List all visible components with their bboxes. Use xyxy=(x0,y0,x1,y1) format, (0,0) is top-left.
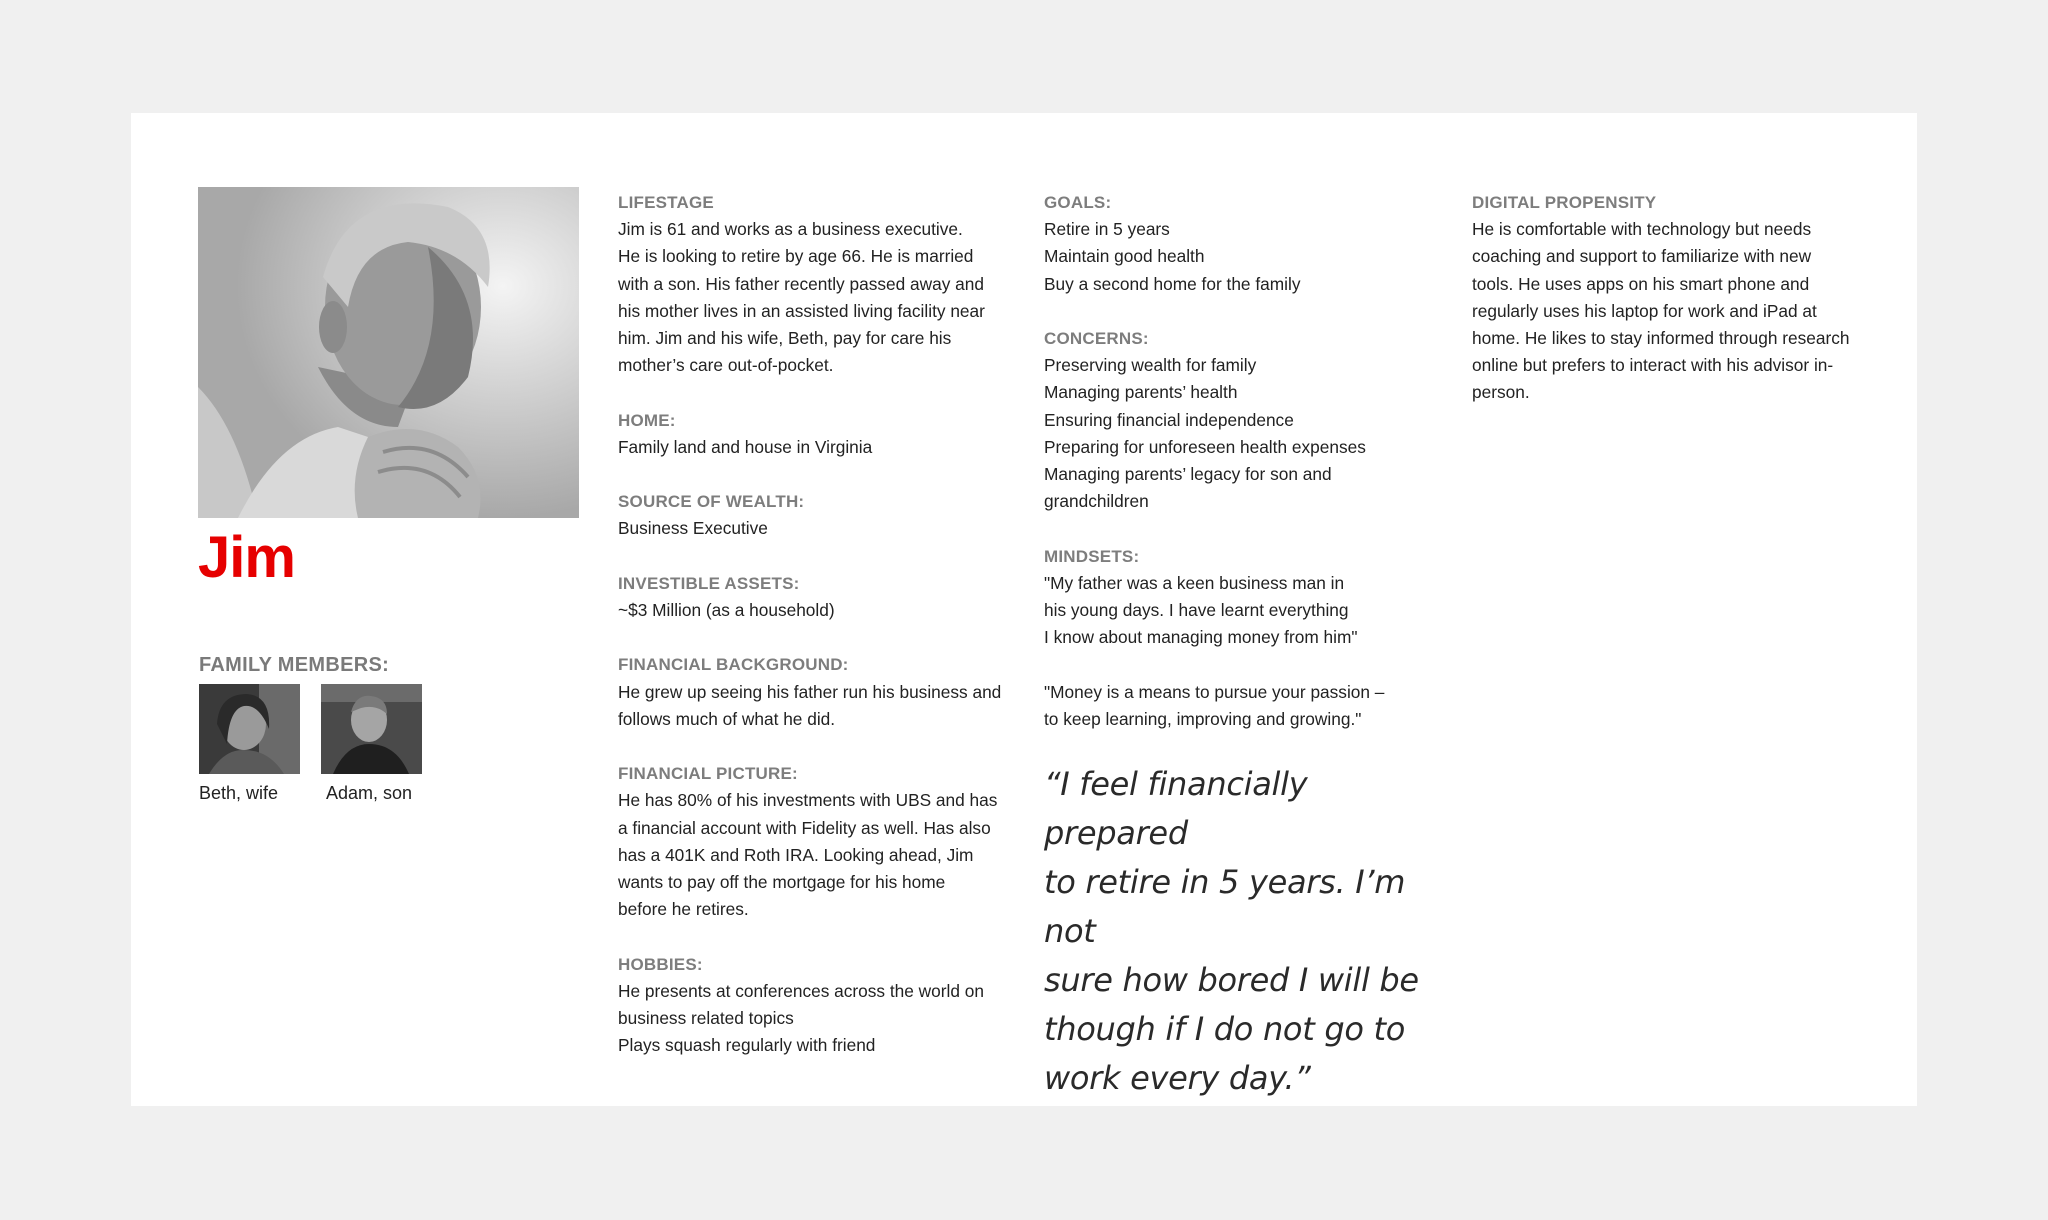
section-line: him. Jim and his wife, Beth, pay for care his xyxy=(618,328,952,349)
section-line: business related topics xyxy=(618,1008,794,1028)
section-line: "Money is a means to pursue your passion – xyxy=(1044,681,1385,702)
lifestage-section xyxy=(618,189,1028,379)
quote-line: though if I do not go to xyxy=(1044,1010,1406,1049)
portrait-photo xyxy=(198,187,579,518)
section-line: Managing parents’ legacy for son and xyxy=(1044,464,1332,485)
section-line: follows much of what he did. xyxy=(618,708,836,729)
section-line: a financial account with Fidelity as well. Has also xyxy=(618,817,991,838)
family-members-heading: FAMILY MEMBERS: xyxy=(199,654,390,676)
section-heading: LIFESTAGE xyxy=(618,193,714,212)
financial-background-section xyxy=(618,651,1028,733)
source-of-wealth-section xyxy=(618,488,1028,542)
financial-picture-section xyxy=(618,760,1028,923)
section-line: Plays squash regularly with friend xyxy=(618,1035,876,1056)
section-line: person. xyxy=(1472,382,1530,403)
family-member-photo-beth xyxy=(199,684,300,774)
section-line: He grew up seeing his father run his business and xyxy=(618,681,1002,702)
persona-card xyxy=(131,113,1917,1106)
section-line: Managing parents’ health xyxy=(1044,382,1238,403)
family-member-label: Adam, son xyxy=(326,783,413,803)
section-line: Ensuring financial independence xyxy=(1044,409,1294,430)
section-line: Retire in 5 years xyxy=(1044,219,1170,240)
section-line: He has 80% of his investments with UBS and has xyxy=(618,790,998,811)
quote-line: to retire in 5 years. I’m not xyxy=(1044,863,1406,951)
section-heading: HOME: xyxy=(618,410,676,430)
section-line: tools. He uses apps on his smart phone and xyxy=(1472,273,1810,294)
section-line: Preserving wealth for family xyxy=(1044,355,1257,376)
section-heading: INVESTIBLE ASSETS: xyxy=(618,573,800,593)
section-heading: FINANCIAL PICTURE: xyxy=(618,764,798,784)
hobbies-section xyxy=(618,951,1028,1060)
section-line: Preparing for unforeseen health expenses xyxy=(1044,436,1366,457)
section-line: Family land and house in Virginia xyxy=(618,436,873,457)
section-heading: CONCERNS: xyxy=(1044,329,1149,348)
family-member-photo-icon xyxy=(321,684,422,774)
section-line: He is comfortable with technology but needs xyxy=(1472,219,1812,240)
goals-section xyxy=(1044,189,1454,298)
section-line: has a 401K and Roth IRA. Looking ahead, Jim xyxy=(618,844,974,865)
persona-name: Jim xyxy=(198,525,295,590)
section-heading: DIGITAL PROPENSITY xyxy=(1472,193,1657,212)
section-line: "My father was a keen business man in xyxy=(1044,572,1345,593)
family-member-photo-adam xyxy=(321,684,422,774)
section-heading: FINANCIAL BACKGROUND: xyxy=(618,655,849,675)
mindsets-section xyxy=(1044,543,1454,733)
section-line: regularly uses his laptop for work and iPad at xyxy=(1472,300,1817,321)
profile-column-3 xyxy=(1472,189,1872,434)
quote-line: “I feel financially prepared xyxy=(1044,765,1308,853)
section-line: He presents at conferences across the world on xyxy=(618,980,984,1001)
quote-line: sure how bored I will be xyxy=(1044,961,1419,1000)
section-heading: SOURCE OF WEALTH: xyxy=(618,492,805,512)
investible-assets-section xyxy=(618,570,1028,624)
section-line xyxy=(1044,651,1454,678)
section-line: home. He likes to stay informed through research xyxy=(1472,328,1850,349)
section-line: Maintain good health xyxy=(1044,246,1205,267)
section-line: to keep learning, improving and growing." xyxy=(1044,708,1362,729)
section-line: wants to pay off the mortgage for his home xyxy=(618,872,946,892)
profile-column-1 xyxy=(618,189,1028,1087)
section-line: with a son. His father recently passed away and xyxy=(618,273,984,294)
section-heading: GOALS: xyxy=(1044,193,1112,212)
section-line: He is looking to retire by age 66. He is married xyxy=(618,246,974,267)
section-line: before he retires. xyxy=(618,899,749,920)
family-member-photo-icon xyxy=(199,684,300,774)
section-heading: MINDSETS: xyxy=(1044,546,1140,566)
section-line: Business Executive xyxy=(618,518,768,539)
quote-line: work every day.” xyxy=(1044,1059,1311,1098)
portrait-photo-icon xyxy=(198,187,579,518)
section-line: ~$3 Million (as a household) xyxy=(618,600,835,620)
digital-propensity-section xyxy=(1472,189,1872,407)
section-heading: HOBBIES: xyxy=(618,954,703,974)
section-line: his mother lives in an assisted living facility near xyxy=(618,300,985,321)
home-section xyxy=(618,407,1028,461)
section-line: Buy a second home for the family xyxy=(1044,273,1301,294)
section-line: Jim is 61 and works as a business executive. xyxy=(618,219,963,240)
concerns-section xyxy=(1044,325,1454,515)
section-line: grandchildren xyxy=(1044,491,1149,512)
section-line: his young days. I have learnt everything xyxy=(1044,600,1349,621)
section-line: I know about managing money from him" xyxy=(1044,627,1358,648)
family-member-label: Beth, wife xyxy=(199,783,279,803)
persona-quote xyxy=(1044,760,1454,1103)
section-line: mother’s care out-of-pocket. xyxy=(618,355,834,376)
profile-column-2 xyxy=(1044,189,1454,1103)
section-line: coaching and support to familiarize with new xyxy=(1472,246,1812,267)
section-line: online but prefers to interact with his advisor in- xyxy=(1472,355,1834,376)
